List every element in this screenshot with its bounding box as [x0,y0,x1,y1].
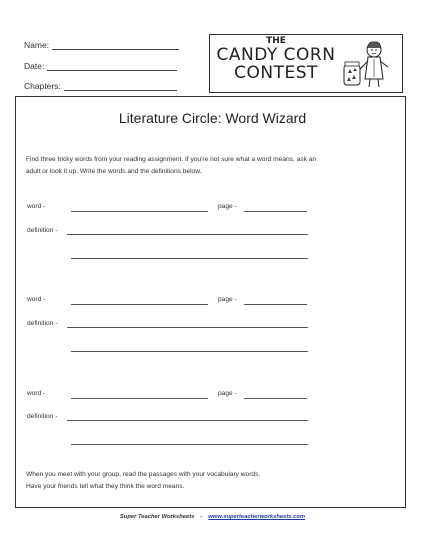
page-label-3: page - [218,390,237,397]
closing-line-1: When you meet with your group, read the passages with your vocabulary words. [26,471,261,478]
page-line-3[interactable] [244,398,307,399]
definition-line-1a[interactable] [67,234,308,235]
name-label: Name: [24,40,50,50]
footer-url-link[interactable]: www.superteacherworksheets.com [208,514,306,520]
page-label-1: page - [218,203,237,210]
footer-brand: Super Teacher Worksheets [119,514,195,520]
definition-line-2b[interactable] [71,351,308,352]
word-label-1: word - [27,203,46,210]
word-label-2: word - [27,296,46,303]
logo-text [214,37,338,82]
definition-label-3: definition - [27,413,58,420]
word-label-3: word - [27,390,46,397]
page-line-1[interactable] [244,211,307,212]
word-line-1[interactable] [71,211,208,212]
definition-line-1b[interactable] [71,258,308,259]
instructions-line-1: Find three tricky words from your reading assignment. If you're not sure what a word means, ask an [26,156,317,163]
closing-line-2: Have your friends tell what they think the word means. [26,483,185,490]
word-line-2[interactable] [71,304,208,305]
definition-label-2: definition - [27,320,58,327]
footer-separator: - [200,514,203,520]
footer [0,514,425,520]
definition-label-1: definition - [27,227,58,234]
date-label: Date: [24,61,45,71]
definition-line-3a[interactable] [67,420,308,421]
candy-corn-contest-logo [209,34,403,93]
closing-instructions [26,469,401,493]
child-with-candy-jar-icon [340,39,398,89]
instructions [26,154,401,178]
date-field [24,61,177,71]
definition-line-2a[interactable] [67,327,308,328]
word-line-3[interactable] [71,398,208,399]
logo-line-3: CONTEST [234,63,318,83]
instructions-line-2: adult or look it up. Write the words and the definitions below. [26,168,202,175]
chapters-label: Chapters: [24,81,61,91]
page-line-2[interactable] [244,304,307,305]
page-label-2: page - [218,296,237,303]
logo-line-2: CANDY CORN [216,45,336,65]
date-line[interactable] [47,61,177,71]
chapters-field [24,81,177,91]
name-field [24,40,179,50]
definition-line-3b[interactable] [71,444,308,445]
chapters-line[interactable] [64,81,177,91]
worksheet-title: Literature Circle: Word Wizard [118,110,307,126]
name-line[interactable] [52,40,179,50]
logo-line-1: THE [266,36,286,46]
